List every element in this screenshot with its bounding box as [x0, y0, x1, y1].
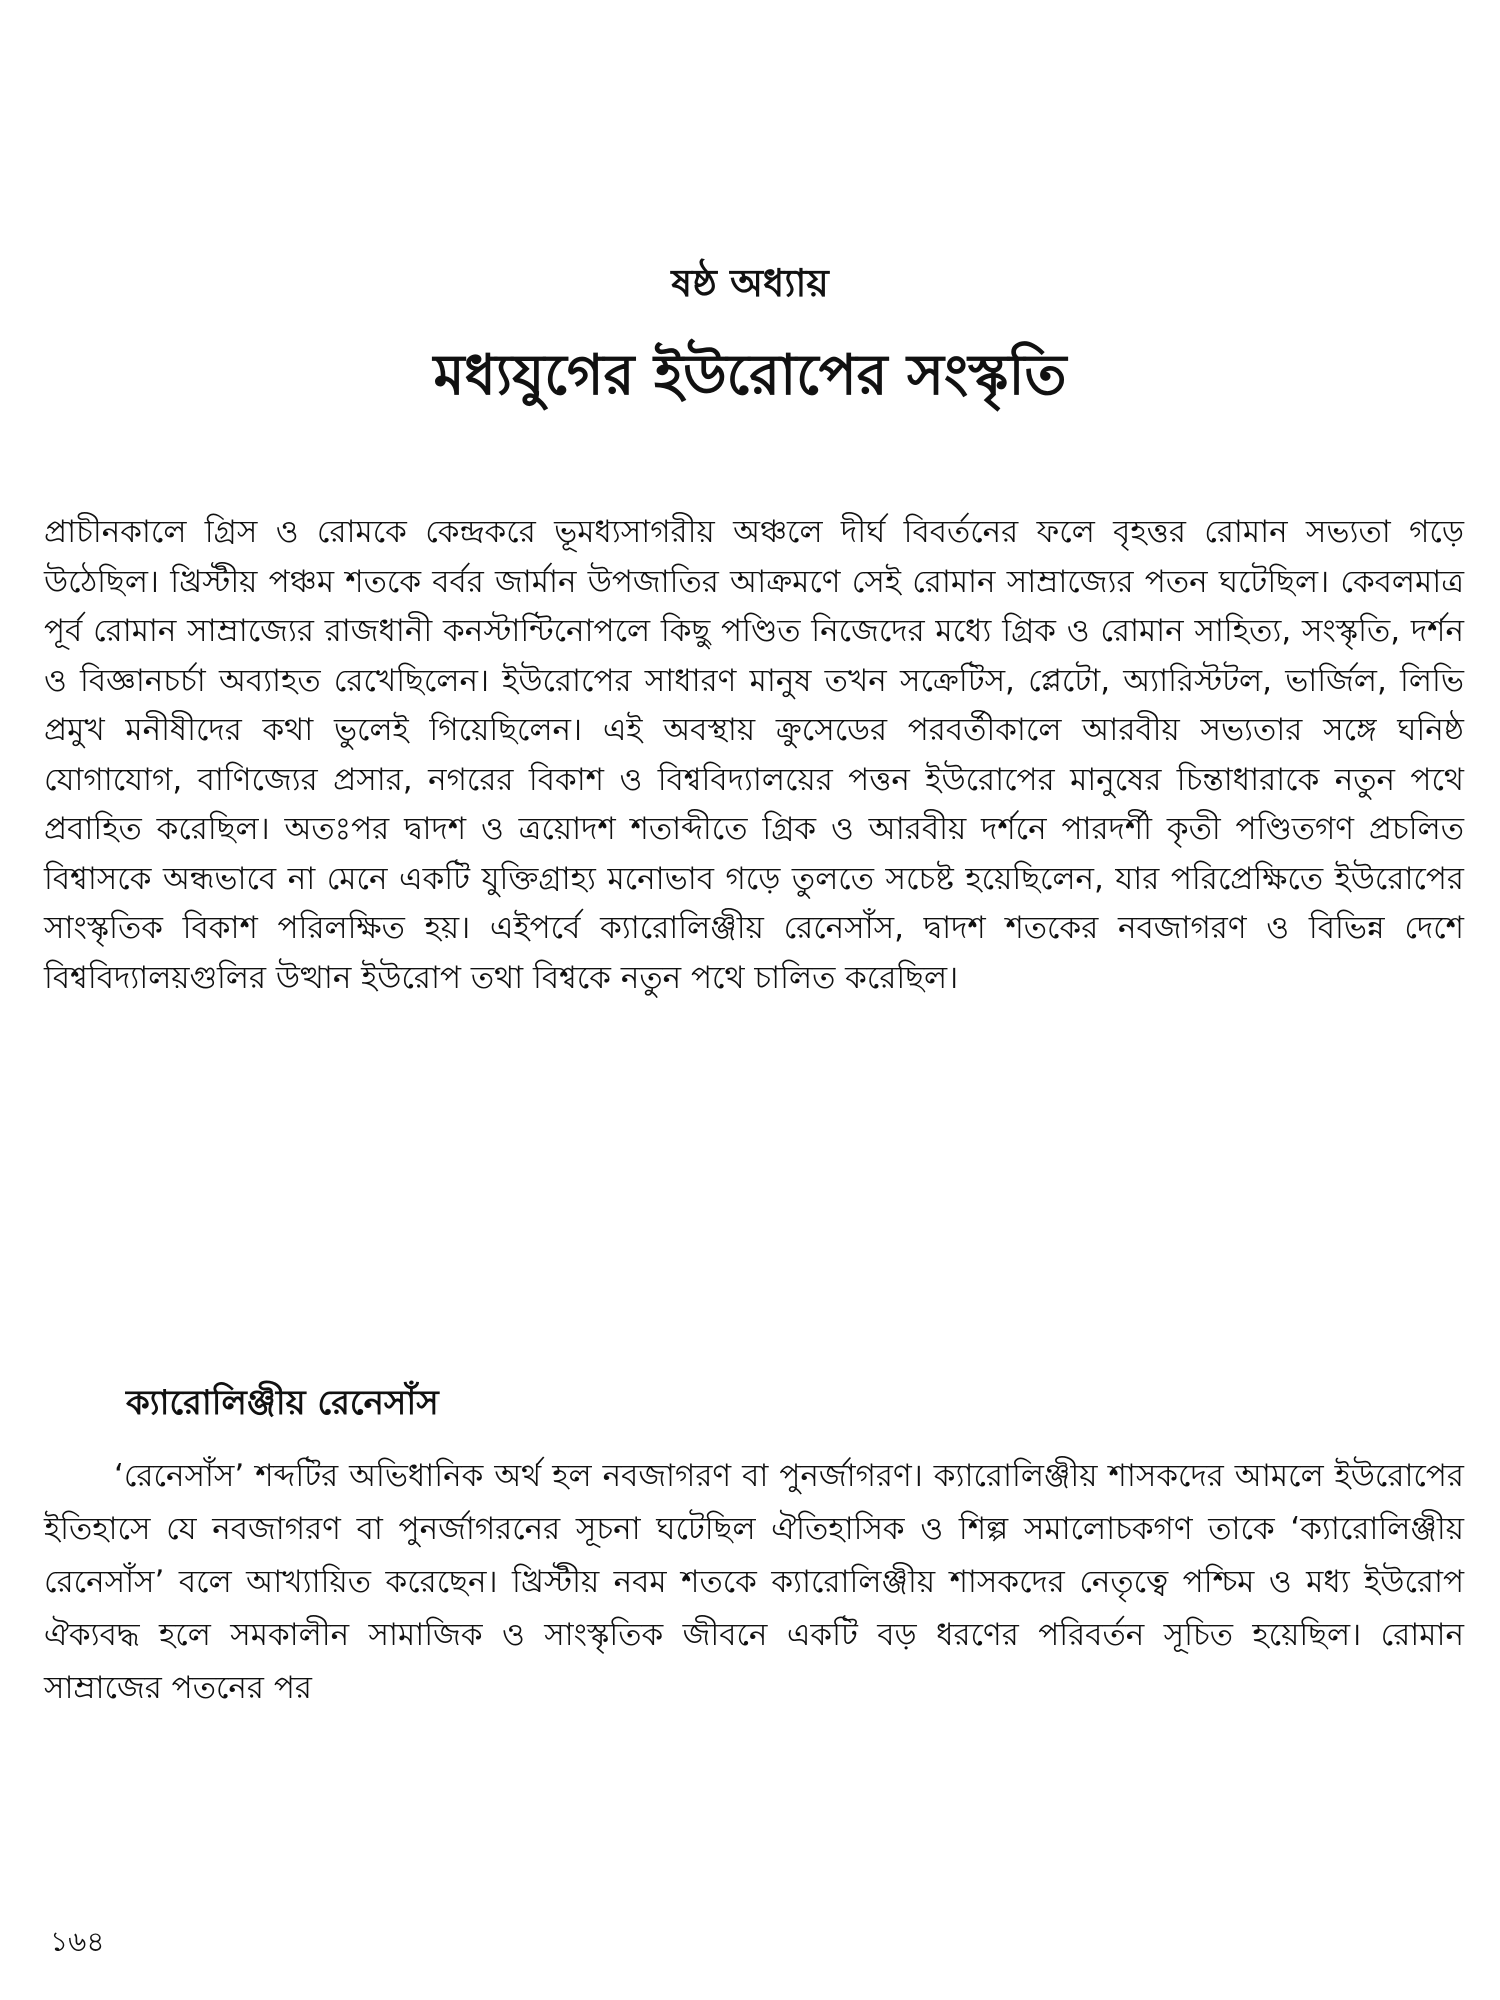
section-paragraph: ‘রেনেসাঁস’ শব্দটির অভিধানিক অর্থ হল নবজাগরণ বা পুনর্জাগরণ। ক্যারোলিঞ্জীয় শাসকদের আমলে ইউরোপের ইতিহাসে যে নবজাগরণ বা পুনর্জাগরনের সূচনা ঘটেছিল ঐতিহাসিক ও শিল্প সমালোচকগণ তাকে ‘ক্যারোলিঞ্জীয় রেনেসাঁস’ বলে আখ্যায়িত করেছেন। খ্রিস্টীয় নবম শতকে ক্যারোলিঞ্জীয় শাসকদের নেতৃত্বে পশ্চিম ও মধ্য ইউরোপ ঐক্যবদ্ধ হলে সমকালীন সামাজিক ও সাংস্কৃতিক জীবনে একটি বড় ধরণের পরিবর্তন সূচিত হয়েছিল। রোমান সাম্রাজের পতনের পর [44, 1458, 1464, 1706]
section-heading: ক্যারোলিঞ্জীয় রেনেসাঁস [126, 1383, 439, 1423]
page-number: ১৬৪ [50, 1925, 105, 1958]
chapter-title: মধ্যযুগের ইউরোপের সংস্কৃতি [433, 343, 1067, 408]
intro-paragraph: প্রাচীনকালে গ্রিস ও রোমকে কেন্দ্রকরে ভূমধ্যসাগরীয় অঞ্চলে দীর্ঘ বিবর্তনের ফলে বৃহত্তর রোমান সভ্যতা গড়ে উঠেছিল। খ্রিস্টীয় পঞ্চম শতকে বর্বর জার্মান উপজাতির আক্রমণে সেই রোমান সাম্রাজ্যের পতন ঘটেছিল। কেবলমাত্র পূর্ব রোমান সাম্রাজ্যের রাজধানী কনস্টান্টিনোপলে কিছু পণ্ডিত নিজেদের মধ্যে গ্রিক ও রোমান সাহিত্য, সংস্কৃতি, দর্শন ও বিজ্ঞানচর্চা অব্যাহত রেখেছিলেন। ইউরোপের সাধারণ মানুষ তখন সক্রেটিস, প্লেটো, অ্যারিস্টটল, ভার্জিল, লিভি প্রমুখ মনীষীদের কথা ভুলেই গিয়েছিলেন। এই অবস্থায় ক্রুসেডের পরবর্তীকালে আরবীয় সভ্যতার সঙ্গে ঘনিষ্ঠ যোগাযোগ, বাণিজ্যের প্রসার, নগরের বিকাশ ও বিশ্ববিদ্যালয়ের পত্তন ইউরোপের মানুষের চিন্তাধারাকে নতুন পথে প্রবাহিত করেছিল। অতঃপর দ্বাদশ ও ত্রয়োদশ শতাব্দীতে গ্রিক ও আরবীয় দর্শনে পারদর্শী কৃতী পণ্ডিতগণ প্রচলিত বিশ্বাসকে অন্ধভাবে না মেনে একটি যুক্তিগ্রাহ্য মনোভাব গড়ে তুলতে সচেষ্ট হয়েছিলেন, যার পরিপ্রেক্ষিতে ইউরোপের সাংস্কৃতিক বিকাশ পরিলক্ষিত হয়। এইপর্বে ক্যারোলিঞ্জীয় রেনেসাঁস, দ্বাদশ শতকের নবজাগরণ ও বিভিন্ন দেশে বিশ্ববিদ্যালয়গুলির উত্থান ইউরোপ তথা বিশ্বকে নতুন পথে চালিত করেছিল। [44, 514, 1464, 996]
chapter-label: ষষ্ঠ অধ্যায় [671, 261, 829, 305]
